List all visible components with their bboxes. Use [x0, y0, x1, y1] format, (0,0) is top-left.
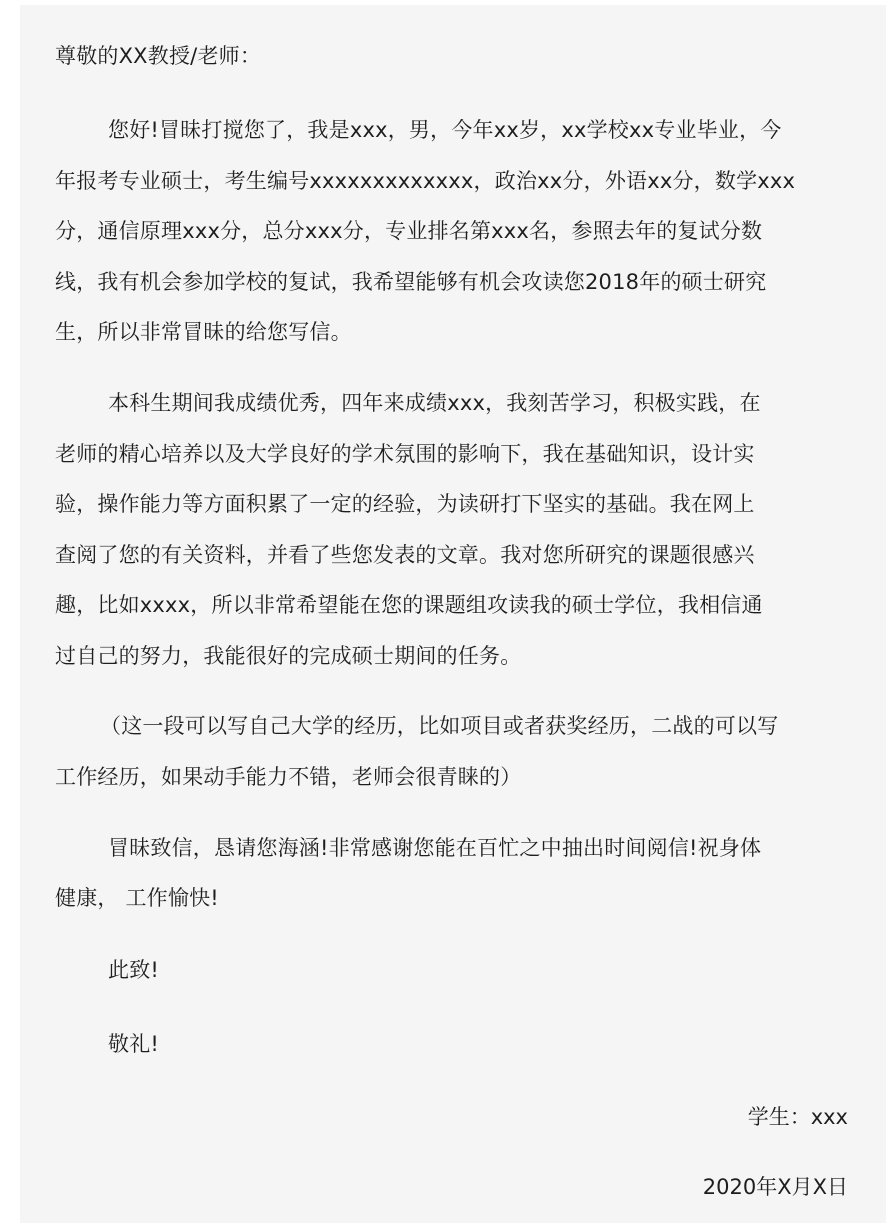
paragraph-line: 年报考专业硕士，考生编号xxxxxxxxxxxxx，政治xx分，外语xx分，数学xxx [55, 169, 796, 193]
paragraph-line: 验，操作能力等方面积累了一定的经验，为读研打下坚实的基础。我在网上 [55, 492, 755, 516]
signature: 学生：xxx [747, 1105, 848, 1129]
letter-page [20, 5, 886, 1223]
paragraph-line: 工作经历，如果动手能力不错，老师会很青睐的） [55, 765, 522, 789]
paragraph-line: 过自己的努力，我能很好的完成硕士期间的任务。 [55, 644, 522, 668]
paragraph-line: 查阅了您的有关资料，并看了些您发表的文章。我对您所研究的课题很感兴 [55, 543, 755, 567]
closing-regards: 敬礼! [108, 1032, 160, 1056]
paragraph-line: 生，所以非常冒昧的给您写信。 [55, 320, 352, 344]
paragraph-line: 老师的精心培养以及大学良好的学术氛围的影响下，我在基础知识，设计实 [55, 442, 755, 466]
date: 2020年X月X日 [702, 1175, 848, 1199]
paragraph-line: 您好!冒昧打搅您了，我是xxx，男，今年xx岁，xx学校xx专业毕业，今 [108, 118, 782, 142]
closing-salutation: 此致! [108, 958, 160, 982]
paragraph-line: 线，我有机会参加学校的复试，我希望能够有机会攻读您2018年的硕士研究 [55, 270, 767, 294]
paragraph-line: 本科生期间我成绩优秀，四年来成绩xxx，我刻苦学习，积极实践，在 [108, 391, 761, 415]
paragraph-line: （这一段可以写自己大学的经历，比如项目或者获奖经历，二战的可以写 [100, 714, 779, 738]
paragraph-line: 冒昧致信，恳请您海涵!非常感谢您能在百忙之中抽出时间阅信!祝身体 [108, 836, 762, 860]
paragraph-line: 趣，比如xxxx，所以非常希望能在您的课题组攻读我的硕士学位，我相信通 [55, 593, 763, 617]
paragraph-line: 分，通信原理xxx分，总分xxx分，专业排名第xxx名，参照去年的复试分数 [55, 219, 763, 243]
salutation: 尊敬的XX教授/老师： [55, 44, 262, 68]
paragraph-line: 健康， 工作愉快! [55, 886, 219, 910]
